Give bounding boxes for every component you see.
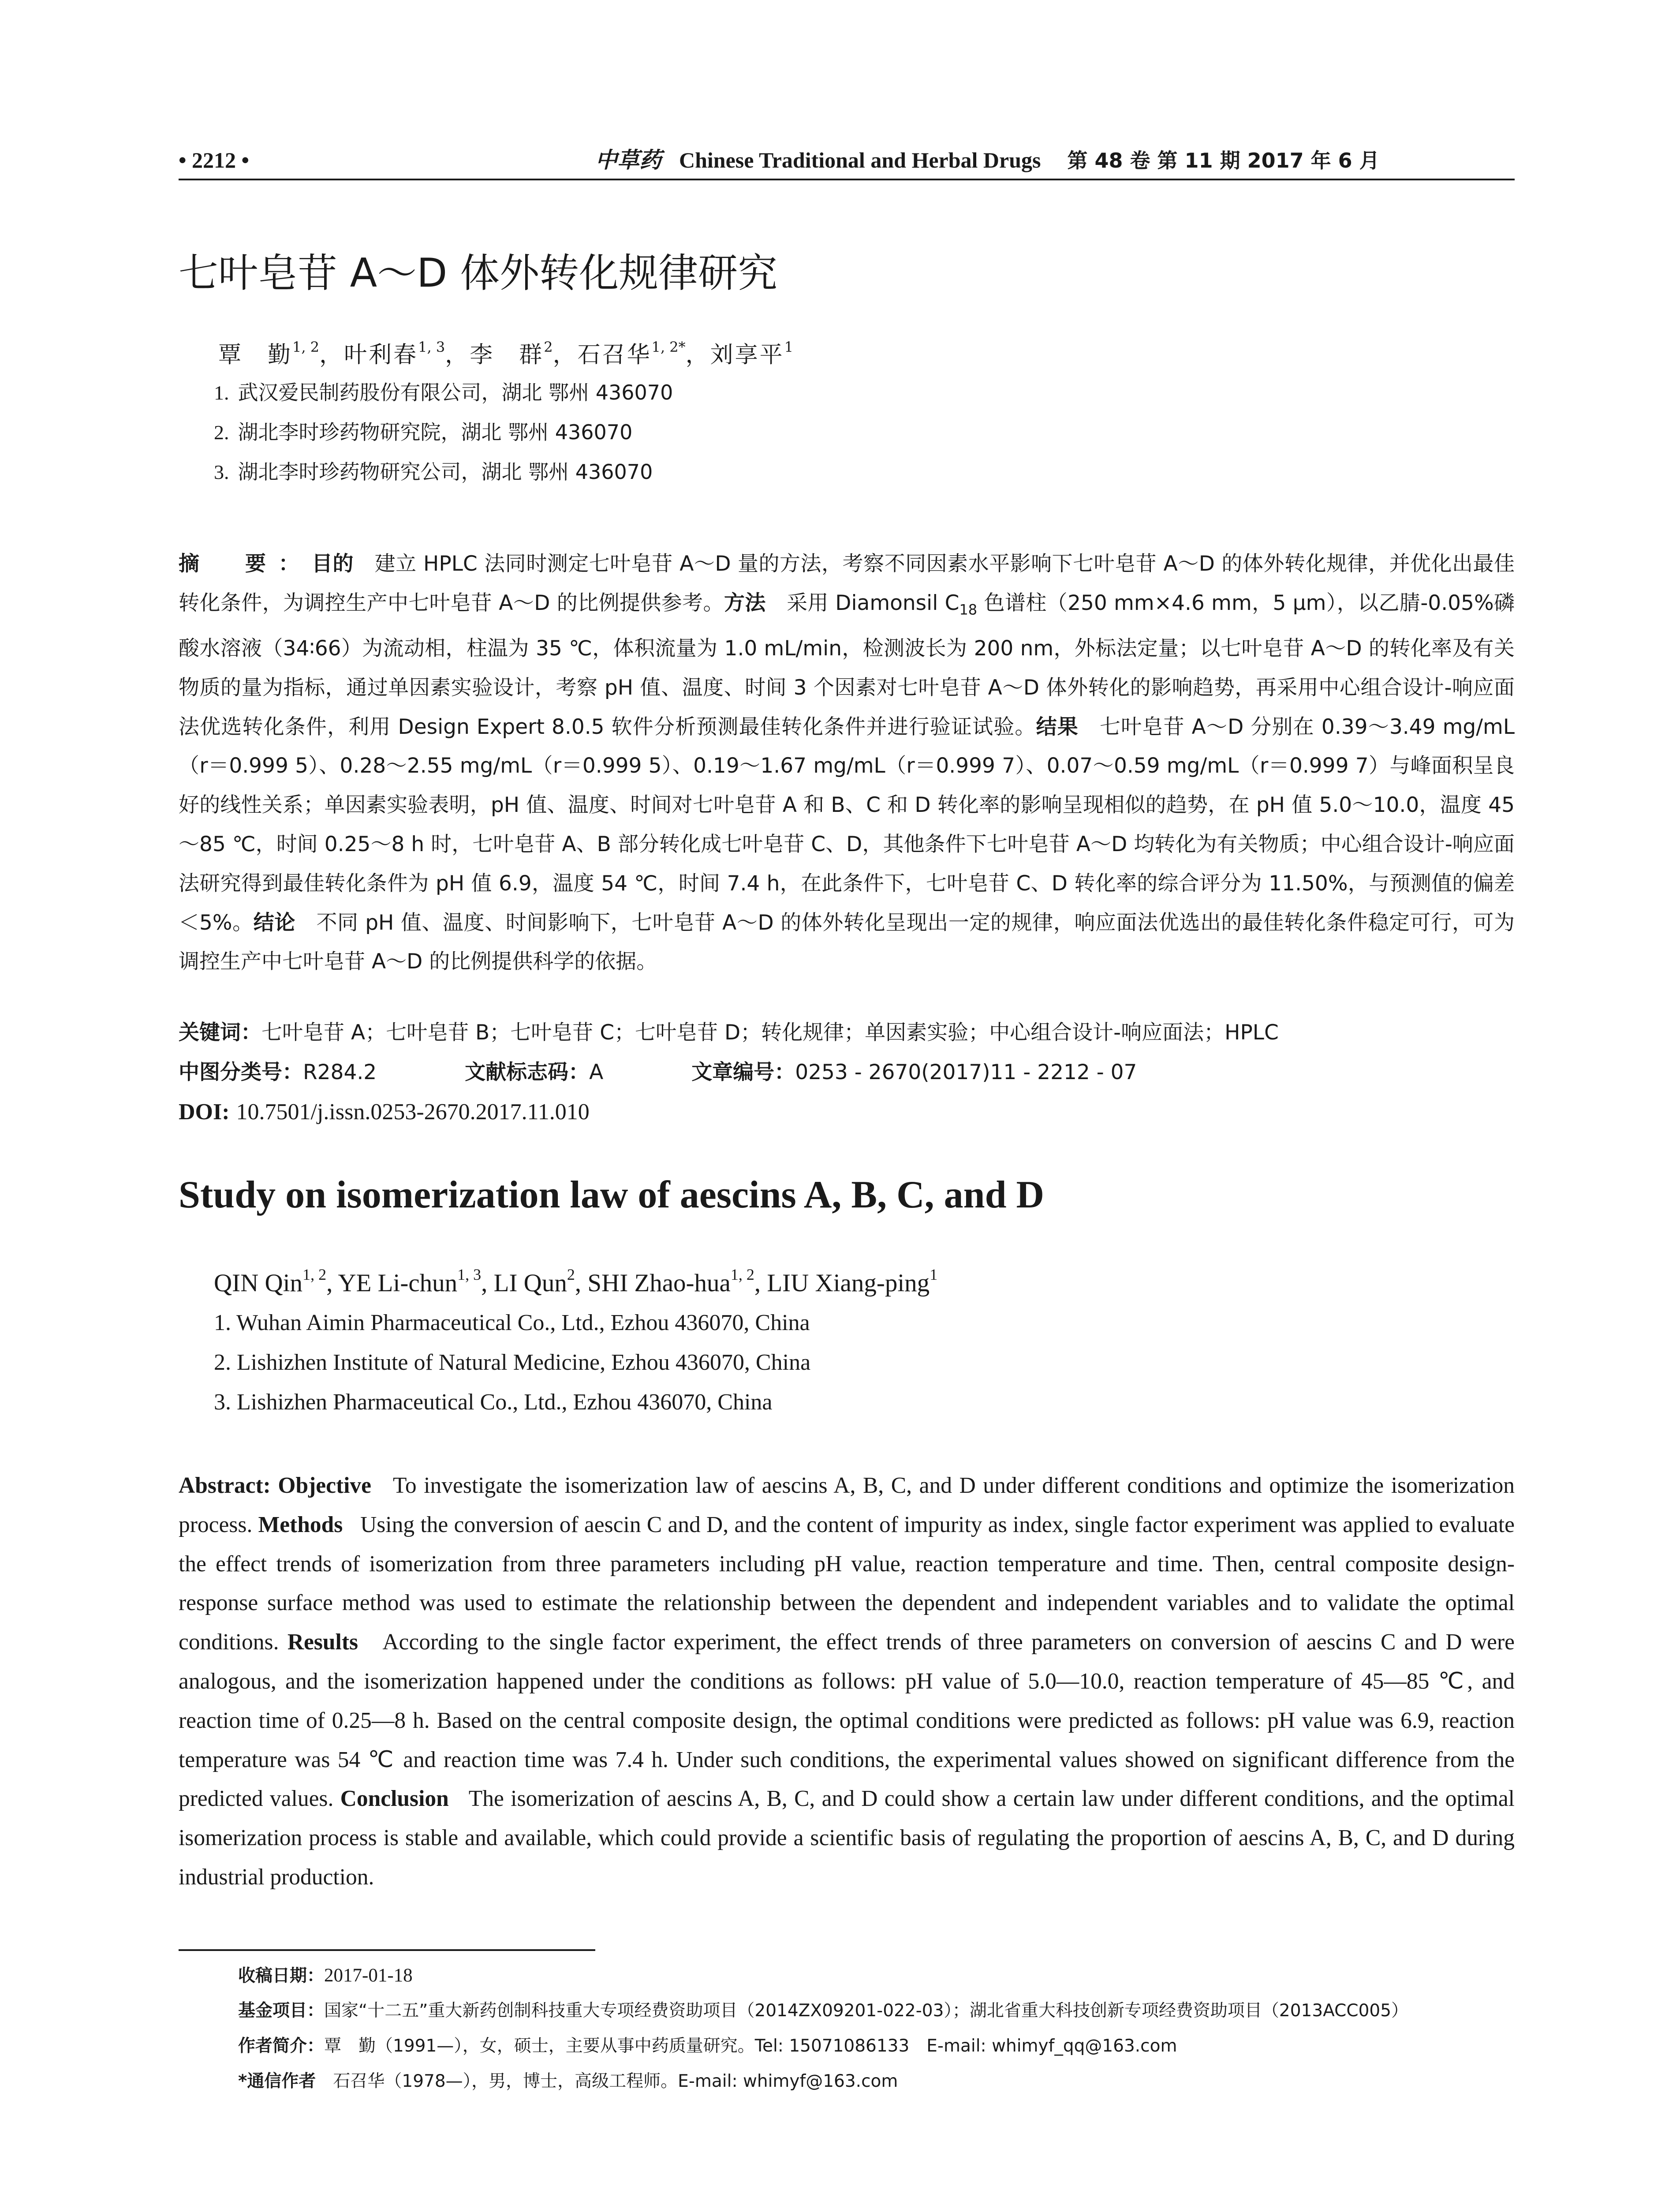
clc-value: R284.2 [303, 1060, 377, 1084]
author-affiliation-mark: 1 [930, 1266, 938, 1283]
footnote-corresponding [238, 2066, 898, 2097]
keywords-cn [179, 1017, 1279, 1048]
results-text: 七叶皂苷 A～D 分别在 0.39～3.49 mg/mL（r＝0.999 5）、0.28～2.55 mg/mL（r＝0.999 5）、0.19～1.67 mg/mL（r＝0.999 7）、0.07～0.59 mg/mL（r＝0.999 7）与峰面积呈良好的线性关系；单因素实验表明，pH 值、温度、时间对七叶皂苷 A 和 B、C 和 D 转化率的影响呈现相似的趋势，在 pH 值 5.0～10.0，温度 45～85 ℃，时间 0.25～8 h 时，七叶皂苷 A、B 部分转化成七叶皂苷 C、D，其他条件下七叶皂苷 A～D 均转化为有关物质；中心组合设计-响应面法研究得到最佳转化条件为 pH 值 6.9，温度 54 ℃，时间 7.4 h，在此条件下，七叶皂苷 C、D 转化率的综合评分为 11.50%，与预测值的偏差＜5%。 [179, 714, 1515, 935]
keywords-text: 七叶皂苷 A；七叶皂苷 B；七叶皂苷 C；七叶皂苷 D；转化规律；单因素实验；中心组合设计-响应面法；HPLC [261, 1020, 1279, 1045]
author-bio-text: 覃 勤（1991—），女，硕士，主要从事中药质量研究。Tel: 15071086133 E-mail: whimyf_qq@163.com [324, 2036, 1177, 2056]
abstract-en [179, 1466, 1515, 1897]
objective-text: 建立 HPLC 法同时测定七叶皂苷 A～D 量的方法，考察不同因素水平影响下七叶皂苷 A～D 的体外转化规律，并优化出最佳转化条件，为调控生产中七叶皂苷 A～D 的比例提供参考。 [179, 552, 1515, 615]
doi-line [179, 1097, 590, 1128]
affiliation-en: 3. Lishizhen Pharmaceutical Co., Ltd., Ezhou 436070, China [214, 1390, 773, 1415]
keywords-label: 关键词： [179, 1020, 261, 1045]
author-affiliation-mark: 1, 2 [730, 1266, 754, 1283]
classification-line [179, 1057, 1137, 1088]
doc-code-value: A [589, 1060, 604, 1084]
author-affiliation-mark: 1, 2 [302, 1266, 327, 1283]
objective-label-en: Objective [278, 1473, 372, 1498]
author-affiliation-mark: 1, 3 [457, 1266, 482, 1283]
author-name: 李 群 [470, 342, 544, 368]
author-name: LIU Xiang-ping [767, 1269, 930, 1297]
fund-text: 国家“十二五”重大新药创制科技重大专项经费资助项目（2014ZX09201-022-03）；湖北省重大科技创新专项经费资助项目（2013ACC005） [324, 2001, 1409, 2021]
results-label-en: Results [287, 1629, 358, 1655]
clc-label: 中图分类号： [179, 1060, 303, 1084]
doi-label: DOI: [179, 1099, 230, 1125]
results-label: 结果 [1036, 714, 1079, 739]
author-affiliation-mark: 1 [784, 339, 794, 355]
abstract-cn [179, 545, 1515, 982]
authors-cn: 覃 勤$^{1, 2}$，叶利春$^{1, 3}$，李 群$^2$，石召华$^{1, 2*}$，刘享平$^1$ [218, 339, 794, 368]
fund-label: 基金项目： [238, 2001, 325, 2021]
journal-line [595, 140, 1380, 180]
author-name: SHI Zhao-hua [587, 1269, 731, 1297]
volume-issue: 第 48 卷 第 11 期 2017 年 6 月 [1067, 149, 1380, 172]
page-number: • 2212 • [179, 148, 250, 172]
methods-text-en: Using the conversion of aescin C and D, and the content of impurity as index, single factor experiment was applied to evaluate the effect trends of isomerization from three parameters including pH value, reaction temperature and time. Then, central composite design-response surface method was used to estimate the relationship between the dependent and independent variables and to validate the optimal conditions. [179, 1512, 1515, 1655]
methods-text: 采用 Diamonsil C [787, 590, 959, 615]
conclusion-label: 结论 [253, 910, 295, 935]
doi-link[interactable]: 10.7501/j.issn.0253-2670.2017.11.010 [236, 1099, 590, 1125]
received-date: 2017-01-18 [324, 1965, 413, 1986]
conclusion-text: 不同 pH 值、温度、时间影响下，七叶皂苷 A～D 的体外转化呈现出一定的规律，响应面法优选出的最佳转化条件稳定可行，可为调控生产中七叶皂苷 A～D 的比例提供科学的依据。 [179, 910, 1515, 974]
author-name: YE Li-chun [338, 1269, 458, 1297]
affiliation-cn: 2. 湖北李时珍药物研究院，湖北 鄂州 436070 [214, 420, 633, 444]
corresponding-text: 石召华（1978—），男，博士，高级工程师。E-mail: whimyf@163.com [333, 2071, 898, 2091]
author-name: QIN Qin [214, 1269, 303, 1297]
affiliation-en: 2. Lishizhen Institute of Natural Medicine, Ezhou 436070, China [214, 1350, 811, 1375]
author-name: 叶利春 [344, 342, 418, 368]
author-affiliation-mark: 2 [567, 1266, 575, 1283]
abstract-en-label: Abstract: [179, 1473, 271, 1498]
conclusion-label-en: Conclusion [340, 1786, 449, 1812]
results-text-en: According to the single factor experiment, the effect trends of three parameters on conversion of aescins C and D were analogous, and the isomerization happened under the conditions as follows: pH value of 5.0—10.0, reaction temperature of 45—85 ℃, and reaction time of 0.25—8 h. Based on the central composite design, the optimal conditions were predicted as follows: pH value was 6.9, reaction temperature was 54 ℃ and reaction time was 7.4 h. Under such conditions, the experimental values showed on significant difference from the predicted values. [179, 1629, 1515, 1812]
title-cn: 七叶皂苷 A～D 体外转化规律研究 [179, 250, 778, 296]
author-affiliation-mark: 1, 3 [418, 339, 445, 355]
running-header [179, 140, 1515, 180]
author-affiliation-mark: 1, 2 [292, 339, 320, 355]
footnote-author [238, 2031, 1177, 2062]
footnote-received [238, 1960, 413, 1992]
received-label: 收稿日期： [238, 1966, 325, 1986]
objective-label: 目的 [312, 552, 354, 576]
title-en: Study on isomerization law of aescins A, B, C, and D [179, 1174, 1045, 1216]
abstract-cn-label: 摘 要： [179, 552, 312, 576]
subscript: 18 [959, 601, 978, 618]
authors-en: QIN Qin$^{1, 2}$, YE Li-chun$^{1, 3}$, LI Qun$^2$, SHI Zhao-hua$^{1, 2}$, LIU Xiang-ping$^1$ [214, 1266, 938, 1297]
corresponding-label: *通信作者 [238, 2071, 316, 2091]
journal-name-cn: 中草药 [595, 147, 661, 173]
author-name: 石召华 [577, 342, 652, 368]
conclusion-text-en: The isomerization of aescins A, B, C, and D could show a certain law under different conditions, and the optimal isomerization process is stable and available, which could provide a scientific basis of regulating the proportion of aescins A, B, C, and D during industrial production. [179, 1786, 1515, 1890]
article-number-value: 0253 - 2670(2017)11 - 2212 - 07 [795, 1060, 1137, 1084]
journal-name-en: Chinese Traditional and Herbal Drugs [679, 148, 1041, 172]
header-rule [179, 179, 1515, 180]
affiliation-en: 1. Wuhan Aimin Pharmaceutical Co., Ltd., Ezhou 436070, China [214, 1310, 810, 1335]
footnote-fund [238, 1996, 1408, 2026]
author-affiliation-mark: 1, 2* [651, 339, 686, 355]
author-name: 刘享平 [710, 342, 784, 368]
article-number-label: 文章编号： [691, 1060, 795, 1084]
methods-label: 方法 [724, 590, 766, 615]
affiliation-cn: 1. 武汉爱民制药股份有限公司，湖北 鄂州 436070 [214, 381, 673, 404]
author-bio-label: 作者简介： [238, 2036, 325, 2056]
methods-text-cont: 色谱柱（250 mm×4.6 mm，5 μm），以乙腈-0.05%磷酸水溶液（34∶66）为流动相，柱温为 35 ℃，体积流量为 1.0 mL/min，检测波长为 200 nm，外标法定量；以七叶皂苷 A～D 的转化率及有关物质的量为指标，通过单因素实验设计，考察 pH 值、温度、时间 3 个因素对七叶皂苷 A～D 体外转化的影响趋势，再采用中心组合设计-响应面法优选转化条件，利用 Design Expert 8.0.5 软件分析预测最佳转化条件并进行验证试验。 [179, 590, 1515, 739]
author-name: 覃 勤 [218, 342, 293, 368]
doc-code-label: 文献标志码： [465, 1060, 590, 1084]
author-affiliation-mark: 2 [544, 339, 553, 355]
objective-text-en: To investigate the isomerization law of aescins A, B, C, and D under different conditions and optimize the isomerization process. [179, 1473, 1515, 1537]
methods-label-en: Methods [258, 1512, 343, 1537]
affiliation-cn: 3. 湖北李时珍药物研究公司，湖北 鄂州 436070 [214, 460, 653, 484]
footnote-rule [179, 1949, 595, 1951]
author-name: LI Qun [493, 1269, 567, 1297]
